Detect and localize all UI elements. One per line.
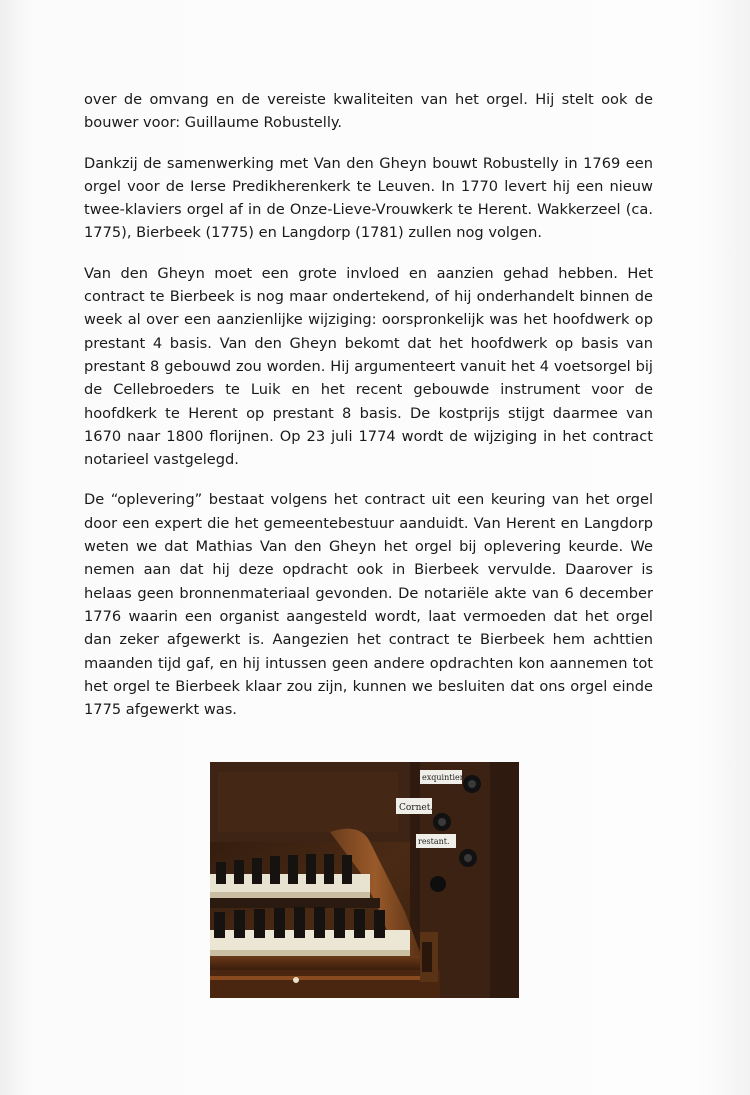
paragraph: over de omvang en de vereiste kwaliteiten van het orgel. Hij stelt ook de bouwer voor: Guillaume Robustelly. xyxy=(84,91,653,132)
paragraph: Dankzij de samenwerking met Van den Gheyn bouwt Robustelly in 1769 een orgel voor de Ierse Predikherenkerk te Leuven. In 1770 levert hij een nieuw twee-klaviers orgel af in de Onze-Lieve-Vrouwkerk te Herent. Wakkerzeel (ca. 1775), Bierbeek (1775) en Langdorp (1781) zullen nog volgen. xyxy=(84,154,653,242)
stop-label: Cornet. xyxy=(399,803,434,813)
paragraph: Van den Gheyn moet een grote invloed en aanzien gehad hebben. Het contract te Bierbeek is nog maar ondertekend, of hij onderhandelt binnen de week al over een aanzienlijke wijziging: oorspronkelijk was het hoofdwerk op prestant 4 basis. Van den Gheyn bekomt dat het hoofdwerk op basis van prestant 8 gebouwd zou worden. Hij argumenteert vanuit het 4 voetsorgel bij de Cellebroeders te Luik en het recent gebouwde instrument voor de hoofdkerk te Herent op prestant 8 basis. De kostprijs stijgt daarmee van 1670 naar 1800 florijnen. Op 23 juli 1774 wordt de wijziging in het contract notarieel vastgelegd. xyxy=(84,264,653,469)
stop-label: exquintier. xyxy=(422,773,466,782)
body-text xyxy=(84,88,653,738)
stop-label: restant. xyxy=(418,837,450,846)
organ-console-photo xyxy=(210,762,519,998)
paragraph: De “oplevering” bestaat volgens het contract uit een keuring van het orgel door een expert die het gemeentebestuur aanduidt. Van Herent en Langdorp weten we dat Mathias Van den Gheyn het orgel bij oplevering keurde. We nemen aan dat hij deze opdracht ook in Bierbeek vervulde. Daarover is helaas geen bronnenmateriaal gevonden. De notariële akte van 6 december 1776 waarin een organist aangesteld wordt, laat vermoeden dat het orgel dan zeker afgewerkt is. Aangezien het contract te Bierbeek hem achttien maanden tijd gaf, en hij intussen geen andere opdrachten kon aannemen tot het orgel te Bierbeek klaar zou zijn, kunnen we besluiten dat ons orgel einde 1775 afgewerkt was. xyxy=(84,491,653,719)
stop-knob xyxy=(430,876,446,892)
